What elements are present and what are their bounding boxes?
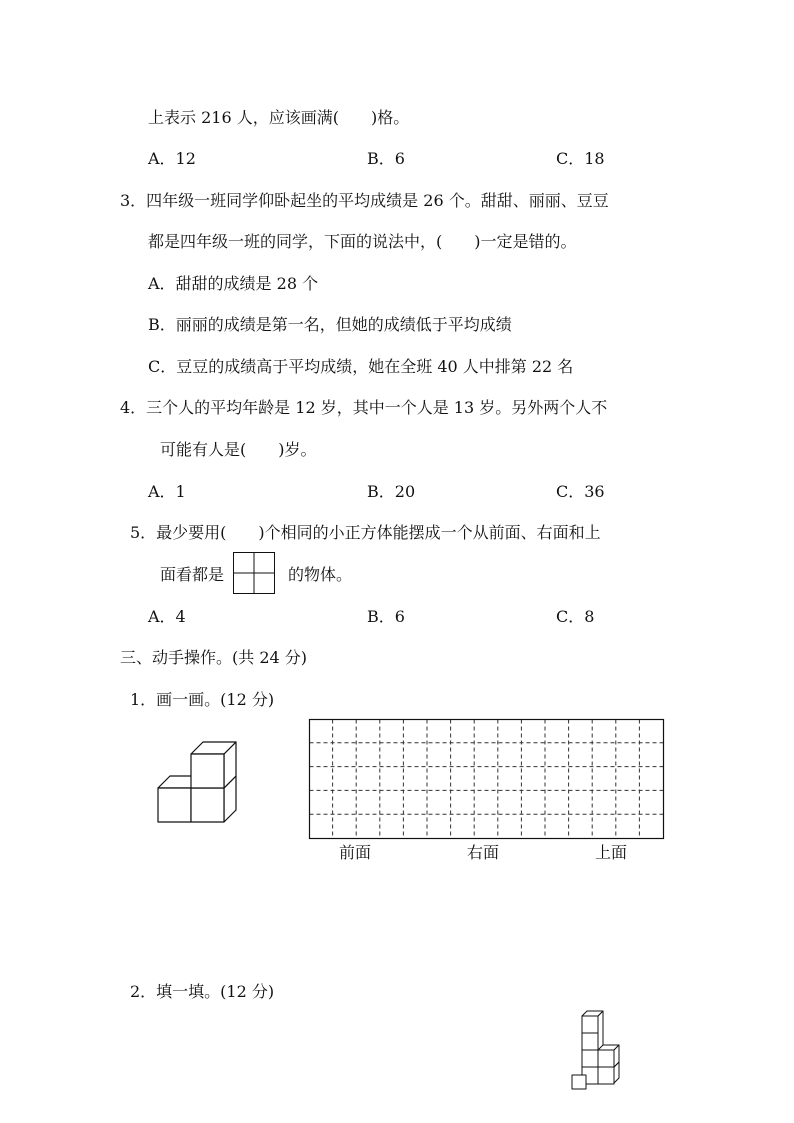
q2-option-b: B．6: [367, 149, 405, 168]
q5-option-a: A．4: [148, 607, 186, 626]
q3-stem-line1: 3．四年级一班同学仰卧起坐的平均成绩是 26 个。甜甜、丽丽、豆豆: [120, 191, 609, 210]
section3-q2-title: 2．填一填。(12 分): [130, 982, 275, 1001]
drawing-grid[interactable]: [309, 719, 664, 839]
grid-label-front: 前面: [339, 843, 372, 862]
q2-option-a: A．12: [148, 149, 196, 168]
grid-border: [310, 720, 664, 839]
q5-stem-line2-pre: 面看都是: [160, 565, 225, 584]
section3-title: 三、动手操作。(共 24 分): [120, 648, 308, 667]
grid-label-top: 上面: [595, 843, 628, 862]
q3-stem-line2: 都是四年级一班的同学，下面的说法中，( )一定是错的。: [148, 232, 577, 251]
two-by-two-square-icon: [233, 552, 275, 594]
q4-option-b: B．20: [367, 482, 416, 501]
q4-option-a: A．1: [148, 482, 186, 501]
grid-label-right: 右面: [467, 843, 500, 862]
section3-q1-title: 1．画一画。(12 分): [130, 690, 275, 709]
q3-option-c: C．豆豆的成绩高于平均成绩，她在全班 40 人中排第 22 名: [148, 357, 574, 376]
q5-stem-line1: 5．最少要用( )个相同的小正方体能摆成一个从前面、右面和上: [130, 523, 601, 542]
q4-option-c: C．36: [556, 482, 605, 501]
q5-stem-line2-post: 的物体。: [288, 565, 353, 584]
q2-option-c: C．18: [556, 149, 605, 168]
small-cube-stack-figure: [572, 1012, 624, 1096]
q4-stem-line2: 可能有人是( )岁。: [160, 440, 317, 459]
q3-option-b: B．丽丽的成绩是第一名，但她的成绩低于平均成绩: [148, 315, 512, 334]
q5-option-b: B．6: [367, 607, 405, 626]
cube-stack-figure: [150, 750, 255, 840]
q2-continuation: 上表示 216 人，应该画满( )格。: [148, 108, 410, 127]
q5-option-c: C．8: [556, 607, 595, 626]
q3-option-a: A．甜甜的成绩是 28 个: [148, 274, 319, 293]
q4-stem-line1: 4．三个人的平均年龄是 12 岁，其中一个人是 13 岁。另外两个人不: [120, 398, 608, 417]
